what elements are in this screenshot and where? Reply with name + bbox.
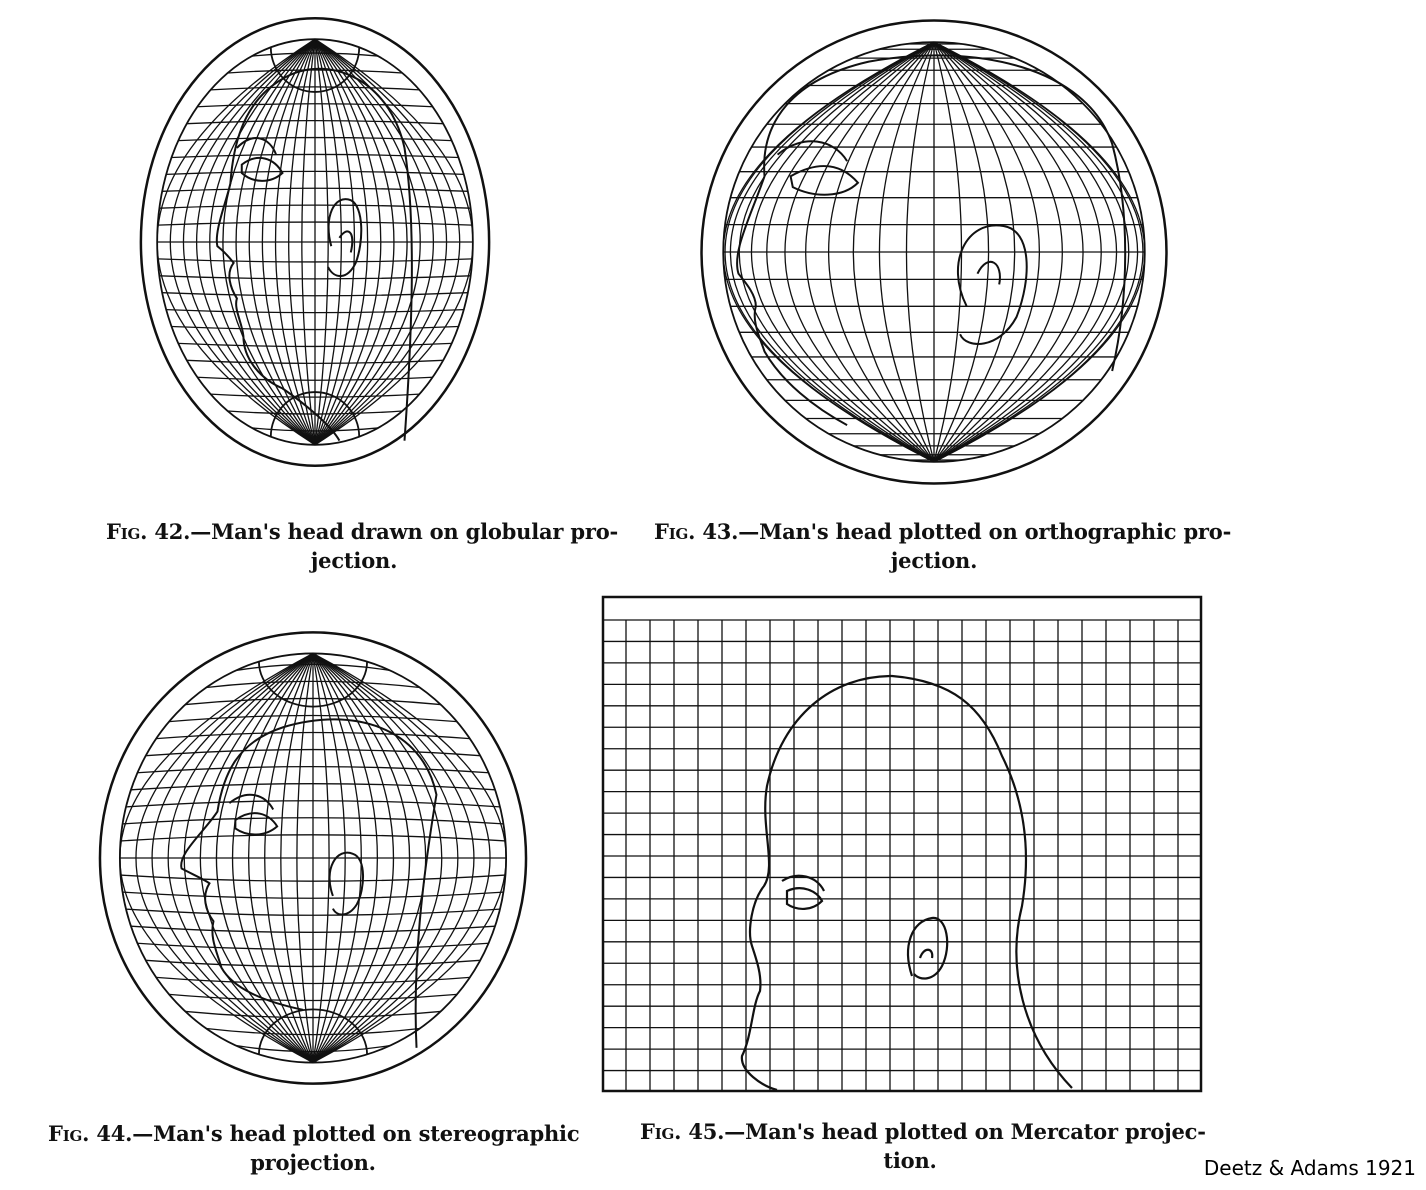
head-outline-42 [217,69,412,441]
source-credit: Deetz & Adams 1921 [1203,1156,1416,1180]
figure-43-number: Fig. 43. [654,519,739,544]
figure-44-caption [48,1119,578,1177]
graticule-44 [120,653,506,1062]
figure-44-caption-line1: —Man's head plotted on stereographic [132,1121,580,1146]
figure-44-caption-line2: projection. [250,1150,376,1175]
figure-45-caption [640,1117,1206,1175]
figure-42-globular-diagram [136,12,494,472]
figure-42-caption-line2: jection. [310,548,398,573]
figure-43-orthographic-diagram [695,14,1173,490]
figure-42-caption-line1: —Man's head drawn on globular pro- [190,519,619,544]
map-border-45 [603,597,1201,1091]
graticule-45 [602,620,1202,1092]
figure-43-caption [654,517,1232,575]
figure-44-number: Fig. 44. [48,1121,133,1146]
figure-42-number: Fig. 42. [106,519,191,544]
graticule-42 [157,39,473,445]
figure-45-caption-line2: tion. [883,1148,937,1173]
figure-45-caption-line1: —Man's head plotted on Mercator projec- [724,1119,1206,1144]
figure-43-caption-line1: —Man's head plotted on orthographic pro- [738,519,1232,544]
figure-45-number: Fig. 45. [640,1119,725,1144]
figure-42-caption [106,517,619,575]
figure-45-mercator-diagram [602,596,1202,1092]
figure-43-caption-line2: jection. [890,548,978,573]
figure-44-stereographic-diagram [94,626,532,1090]
